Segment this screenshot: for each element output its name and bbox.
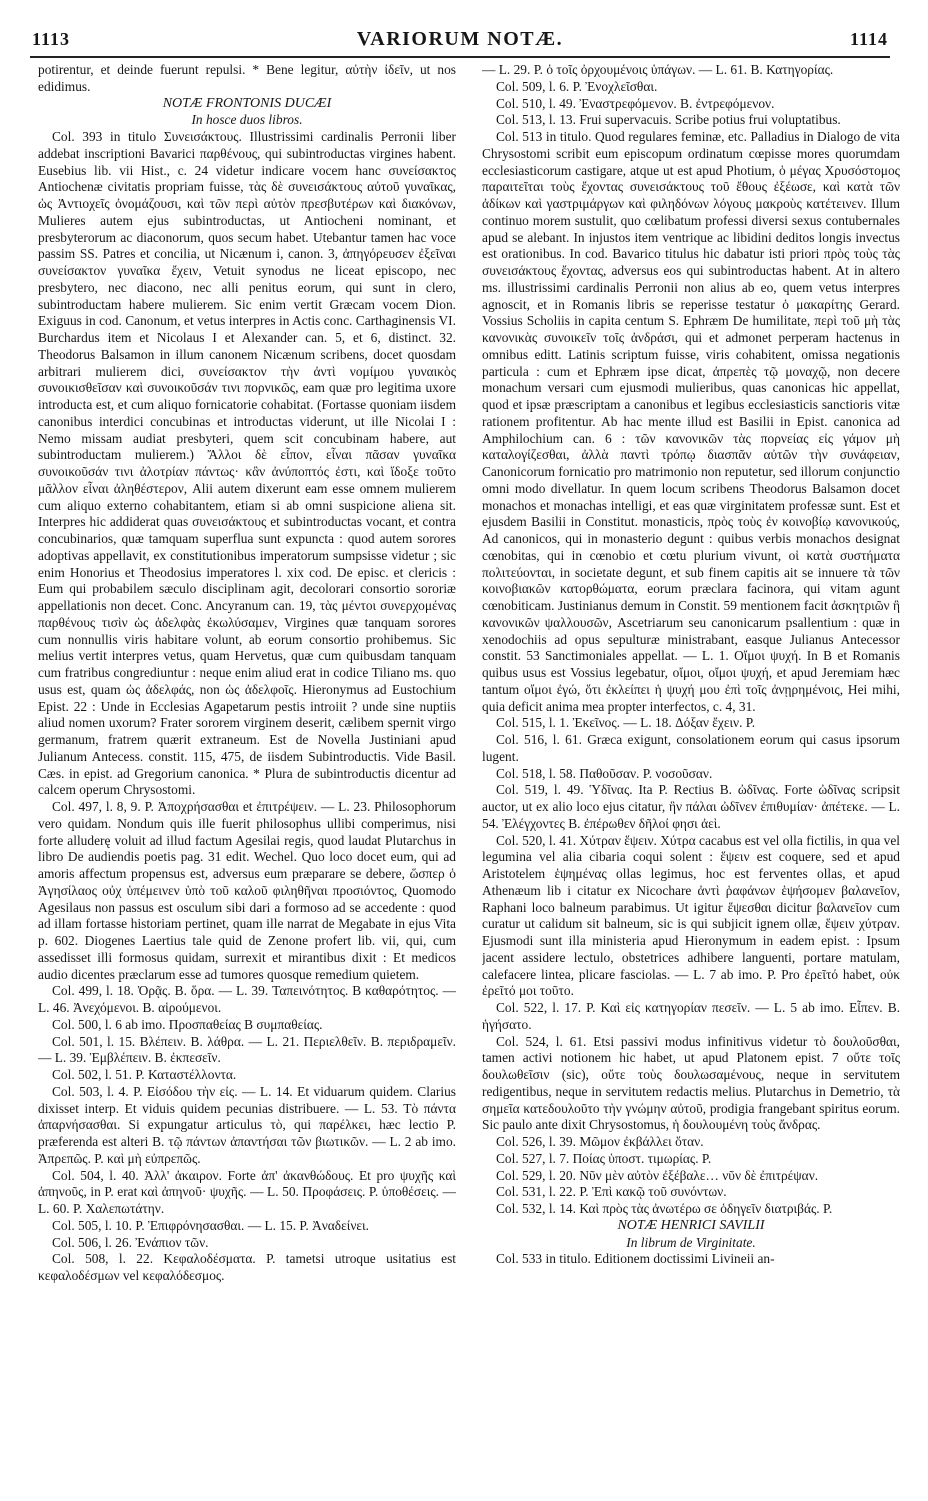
note-paragraph: Col. 526, l. 39. Μῶμον ἐκβάλλει ὅταν.: [496, 1134, 704, 1149]
note-paragraph: Col. 518, l. 58. Παθοῦσαν. P. νοσοῦσαν.: [496, 765, 713, 781]
header-rule: [30, 56, 890, 58]
note-paragraph: Col. 520, l. 41. Χύτραν ἕψειν. Χύτρα cacabus est vel olla fictilis, in qua vel legumina vel alia cibaria coqui solent : ἕψειν est coquere, sed et apud Aristotelem ἑψημένας ollas legimus, hoc est ferventes ollas, et apud Athenæum lib i citatur ex Nicochare ἀντὶ ῥαφάνων ἑψήσομεν βαλανεῖον, Raphani loco balneum parabimus. Ut igitur ἕψεσθαι dicitur βαλανεῖον cum curatur ut calidum sit balneum, sic is qui subjicit ignem ollæ, ἕψειν χύτραν. Ejusmodi sunt illa ministeria apud Hieronymum in eadem epist. : Ipsum jacent assidere lectulo, obstetrices adhibere languenti, portare matulam, calefacere lintea, plicare fasciolas. — L. 7 ab imo. P. Pro ἐρεῖτό habet, οὐκ ἐρεῖτό μοι τοῦτο.: [482, 832, 900, 999]
note-paragraph: Col. 524, l. 61. Etsi passivi modus infinitivus videtur τὸ δουλοῦσθαι, tamen activi notionem hic habet, ut apud Platonem epist. 7 οὔτε τοῖς δουλωθεῖσιν (sic), οὔτε τοὺς δουλωσαμένους, neque in servitutem redigentibus, neque in servitutem redactis melius. Plutarchus in Demetrio, τὰ σημεῖα κατεδουλοῦτο τὴν γνώμην αὐτοῦ, prodigia frangebant spiritus eorum. Sic paulo ante dixit Chrysostomus, ἡ δουλουμένη τοὺς ἄνδρας.: [482, 1033, 900, 1133]
note-paragraph: Col. 504, l. 40. Ἀλλ' ἀκαιρον. Forte ἀπ' ἀκανθώδους. Et pro ψυχῆς καὶ ἀπηνοῦς, in P. erat καὶ ἀπηνοῦ· ψυχῆς. — L. 50. Προφάσεις. P. ὑποθέσεις. — L. 60. P. Χαλεπωτάτην.: [38, 1167, 456, 1216]
note-paragraph: Col. 531, l. 22. P. Ἐπὶ κακῷ τοῦ συνόντων.: [496, 1184, 727, 1200]
running-title: VARIORUM NOTÆ.: [356, 28, 564, 50]
closing-text: Col. 533 in titulo. Editionem doctissimi Livineii an-: [496, 1251, 775, 1267]
note-paragraph: Col. 497, l. 8, 9. P. Ἀποχρήσασθαι et ἐπιτρέψειν. — L. 23. Philosophorum vero quidam. Nondum quis ille fuerit philosophus ullibi comperimus, nisi forte alluderę voluit ad illud factum Agesilai regis, quod laudat Plutarchus in libro De audiendis poetis pag. 31 edit. Wechel. Quo loco docet eum, qui ad amoris affectum propensus est, adversus eum præparare se debere, ὥσπερ ὁ Ἀγησίλαος οὐχ ὑπέμεινεν ὑπὸ τοῦ καλοῦ φιληθῆναι προσιόντος, Quomodo Agesilaus non passus est osculum sibi dari a formoso ad se accedente : quod ad illam fortasse historiam pertinet, quam ille narrat de Megabate in ejus Vita p. 602. Diogenes Laertius tale quid de Zenone profert lib. vii, qui, cum assedisset illi formosus quidam, surrexit et mirantibus dixit : Et medicos audio dicentes præclarum esse ad tumores quosque remedium quietem.: [38, 799, 456, 982]
note-paragraph: Col. 508, l. 22. Κεφαλοδέσματα. P. tametsi utroque usitatius est κεφαλοδέσμων vel κεφαλόδεσμος.: [38, 1251, 456, 1283]
note-paragraph: Col. 529, l. 20. Νῦν μὲν αὐτὸν ἐξέβαλε… νῦν δὲ ἐπιτρέψαν.: [496, 1167, 819, 1183]
note-paragraph: Col. 502, l. 51. P. Καταστέλλοντα.: [52, 1067, 237, 1082]
note-paragraph: — L. 29. P. ὁ τοῖς ὀρχουμένοις ὑπάγων. — L. 61. B. Κατηγορίας.: [482, 62, 834, 77]
note-paragraph: Col. 499, l. 18. Ὀρᾷς. B. ὅρα. — L. 39. Ταπεινότητος. B καθαρότητος. — L. 46. Ἀνεχόμενοι. B. αἱρούμενοι.: [38, 983, 456, 1015]
left-page-number: 1113: [32, 29, 71, 49]
note-paragraph: Col. 393 in titulo Συνεισάκτους. Illustrissimi cardinalis Perronii liber addebat inscriptioni Bavarici παρθένους, qui subintroductas virgines habent. Eusebius lib. vii Hist., c. 24 videtur indicare vocem hanc συνείσακτος Antiochenæ civitatis propriam fuisse, τὰς δὲ συνεισάκτους αὐτοῦ γυναῖκας, ὡς Ἀντιοχεῖς ὀνομάζουσι, καὶ τῶν περὶ αὐτὸν πρεσβυτέρων καὶ διακόνων, Mulieres autem ejus subintroductas, ut Antiocheni nominant, et presbyterorum ac diaconorum, quos secum habet. Utebantur tamen hac voce passim SS. Patres et concilia, ut Nicænum i, canon. 3, ἀπηγόρευσεν ἐξεῖναι συνείσακτον γυναῖκα ἔχειν, Vetuit synodus ne liceat episcopo, nec presbytero, nec diacono, nec alli penitus eorum, qui sunt in clero, subintroductam habere mulierem. Sic enim vertit Græcam vocem Dion. Exiguus in cod. Canonum, et vetus interpres in Actis conc. Carthaginensis VI. Burchardus item et Nicolaus I et Alexander can. 5, et 6, distinct. 32. Theodorus Balsamon in illum canonem Nicænum scribens, docet quosdam arbitrari mulierem dici, συνείσακτον τὴν ἀντὶ νομίμου γυναικὸς συνοικισθεῖσαν καὶ συνοικοῦσάν τινι πορνικῶς, eam quæ pro legitima uxore introducta est, et cum aliquo fornicatorie cohabitat. (Fortasse quoniam iisdem canonibus interdici concubinas et introductas viderunt, ut ille Nicolai I : Nemo missam audiat presbyteri, quem scit concubinam habere, aut subintroductam mulierem.) Ἄλλοι δὲ εἶπον, εἶναι πᾶσαν γυναῖκα συνοικοῦσάν τινι ἀλοτρίαν πάντως· κἂν ἀνύποπτός ἐστι, καὶ ἴδοξε τοῦτο μᾶλλον εἶναι ἀληθέστερον, Alii autem dixerunt eam esse omnem mulierem cum aliquo externo cohabitantem, etiam si ab omni suspicione aliena sit. Interpres hic addiderat quas συνεισάκτους et subintroductas vocant, et contra concubinarios, quæ tamquam superflua sunt expuncta : quod autem sorores adoptivas appellavit, ex constitutionibus imperatorum sumpsisse videtur ; sic enim Honorius et Theodosius imperatores l. xix cod. De episc. et clericis : Eum qui probabilem sæculo disciplinam agit, decolorari consortio sororiæ appellationis non decet. Conc. Ancyranum can. 19, τὰς μέντοι συνερχομένας παρθένους τισὶν ὡς ἀδελφὰς ἐκωλύσαμεν, Virgines quæ tanquam sorores cum nonnullis viris habitare volunt, ab eorum consortio prohibemus. Sic melius vertit interpres vetus, quam Hervetus, quæ cum quibusdam tanquam cum fratribus congrediuntur : neque enim aliud erat in codice Tiliano ms. quo usus est, quam ὡς ἀδελφάς, non ὡς ἀδελφοῖς. Hieronymus ad Eustochium Epist. 22 : Unde in Ecclesias Agapetarum pestis introiit ? unde sine nuptiis aliud nomen uxorum? Frater sororem virginem deserit, cælibem spernit virgo germanum, fratrem quærit extraneum. Est de Novella Justiniani apud Julianum Antecess. constit. 115, 475, de iisdem Subintroductis. Vide Basil. Cæs. in epist. ad Gregorium canonica. * Plura de subintroductis dicentur ad calcem operum Chrysostomi.: [38, 129, 456, 798]
left-column: [38, 62, 456, 1494]
section-subheading: In hosce duos libros.: [191, 112, 303, 128]
note-paragraph: Col. 500, l. 6 ab imo. Προσπαθείας B συμπαθείας.: [52, 1016, 323, 1032]
note-paragraph: Col. 527, l. 7. Ποίας ὑποστ. τιμωρίας. P.: [496, 1150, 712, 1166]
note-paragraph: Col. 503, l. 4. P. Εἰσόδου τὴν εἰς. — L. 14. Et viduarum quidem. Clarius dixisset interp. Et viduis quidem pecunias distribuere. — L. 53. Τὸ πάντα ἀπαρνήσασθαι. Si expungatur articulus τὸ, qui παρέλκει, hæc lectio P. præferenda est alteri B. τῷ πάντων ἀπαντήσαι τῶν βιωτικῶν. — L. 2 ab imo. Ἀπρεπῶς. P. καὶ μὴ εὐπρεπῶς.: [38, 1083, 456, 1166]
section-heading: NOTÆ FRONTONIS DUCÆI: [162, 95, 332, 111]
note-paragraph: Col. 510, l. 49. Ἐναστρεφόμενον. B. ἐντρεφόμενον.: [496, 95, 775, 111]
page-header: [32, 28, 888, 54]
note-paragraph: Col. 522, l. 17. P. Καὶ εἰς κατηγορίαν πεσεῖν. — L. 5 ab imo. Εἶπεν. B. ἡγήσατο.: [482, 1000, 900, 1032]
note-paragraph: Col. 505, l. 10. P. Ἐπιφρόνησασθαι. — L. 15. P. Ἀναδείνει.: [52, 1217, 369, 1233]
note-paragraph: Col. 532, l. 14. Καὶ πρὸς τὰς ἀνωτέρω σε ὁδηγεῖν διατριβάς. P.: [496, 1201, 833, 1216]
right-column: [482, 62, 900, 1494]
right-page-number: 1114: [849, 29, 888, 49]
note-paragraph: Col. 513 in titulo. Quod regulares feminæ, etc. Palladius in Dialogo de vita Chrysostomi scribit eum episcopum ordinatum cœpisse mores quorumdam ecclesiasticorum castigare, atque ut est apud Photium, ὁ μέγας Χρυσόστομος παραιτεῖται τοὺς ἔχοντας συνεισάκτους τοῦ ἔθους ἐξέωσε, καὶ κατὰ τῶν ἀδίκων καὶ γαστριμάργων καὶ φιληδόνων λόγους μακροὺς κατέτεινεν. Illum continuo morem sustulit, quo cœlibatum professi diversi sexus contubernales apud se alebant. In injustos item ventrique ac libidini deditos longis invectus est orationibus. In cod. Bavarico titulus hic dabatur isti priori πρὸς τοὺς τὰς συνεισάκτους ἔχοντας, adversus eos qui subintroductas habent. At in altero ms. illustrissimi cardinalis Perronii non alius ab eo, quem vetus interpres agnoscit, et in Romanis libris se reperisse testatur ὁ μακαρίτης Gerard. Vossius Scholiis in capita centum S. Ephræm De humilitate, περὶ τοῦ μὴ τὰς κανονικὰς συνοικεῖν τοῖς ἀνδράσι, qui et admonet perperam hactenus in omnibus editt. Latinis scriptum fuisse, viris cohabitent, omissa negationis particula : cum et Ephræm ipse dicat, ἀπρεπὲς τῷ μοναχῷ, non decere monachum versari cum ejusmodi mulieribus, quas canonicas hic appellat, quod et ipsæ præscriptam a canonibus et legibus ecclesiasticis sanctioris vitæ rationem profitentur. Ab hac mente illud est Basilii in Epist. canonica ad Amphilochium can. 6 : τῶν κανονικῶν τὰς πορνείας εἰς γάμον μὴ καταλογίζεσθαι, ἀλλὰ παντὶ τρόπῳ διασπᾶν αὐτῶν τὴν συνάφειαν, Canonicorum fornicatio pro matrimonio non reputetur, sed illorum conjunctio omni modo divellatur. In quem locum scribens Theodorus Balsamon docet monachos et monachas intelligi, et eas quæ virginitatem professæ sunt. Est et ejusdem Basilii in Constitut. monasticis, πρὸς τοὺς ἐν κοινοβίῳ κανονικούς, Ad canonicos, qui in monasterio degunt : quibus verbis monachos designat cœnobitas, qui in cœnobio et cœtu plurium vivunt, οἱ κατὰ συστήματα πολιτεύονται, in societate degunt, et sub finem capitis ait se innuere τὰ τῶν κοινοβιακῶν κατορθώματα, eorum præclara facinora, qui vitam agunt cœnobiticam. Justinianus demum in Constit. 59 mentionem facit ἀσκητριῶν ἢ κανονικῶν ψαλλουσῶν, Ascetriarum seu canonicarum psallentium : quæ in xenodochiis ad opus sepulturæ ministrabant, easque Julianus Antecessor constit. 53 Sanctimoniales appellat. — L. 1. Οἴμοι ψυχή. In B et Romanis quibus usus est Vossius legebatur, οἴμοι, οἴμοι ψυχή, et apud Jeremiam hæc tantum οἴμοι ἐγώ, ὅτι ἐκλείπει ἡ ψυχή μου ἐπὶ τοῖς ἀνῃρημένοις, Hei mihi, quia deficit anima mea propter interfectos, c. 4, 31.: [482, 129, 900, 714]
note-paragraph: Col. 519, l. 49. Ὑδῖνας. Ita P. Rectius B. ὠδῖνας. Forte ὠδῖνας scripsit auctor, ut ex alio loco ejus citatur, ἣν πάλαι ὠδῖνεν ἐπιθυμίαν· ἀπέτεκε. — L. 54. Ἐλέγχοντες B. ἐπέρωθεν δῆλοί φησι ἀεὶ.: [482, 782, 900, 831]
note-paragraph: Col. 513, l. 13. Frui supervacuis. Scribe potius frui voluptatibus.: [496, 112, 841, 128]
note-paragraph: Col. 506, l. 26. Ἐνάπιον τῶν.: [52, 1234, 209, 1250]
section-heading: NOTÆ HENRICI SAVILII: [617, 1217, 765, 1233]
section-subheading: In librum de Virginitate.: [626, 1234, 756, 1250]
opening-text: potirentur, et deinde fuerunt repulsi. * Bene legitur, αὐτὴν ἰδεῖν, ut nos edidimus.: [38, 62, 456, 94]
note-paragraph: Col. 516, l. 61. Græca exigunt, consolationem eorum qui casus ipsorum lugent.: [482, 732, 900, 764]
note-paragraph: Col. 509, l. 6. P. Ἐνοχλεῖσθαι.: [496, 78, 658, 94]
note-paragraph: Col. 501, l. 15. Βλέπειν. B. λάθρα. — L. 21. Περιελθεῖν. B. περιδραμεῖν. — L. 39. Ἐμβλέπειν. B. ἐκπεσεῖν.: [38, 1033, 456, 1066]
note-paragraph: Col. 515, l. 1. Ἐκεῖνος. — L. 18. Δόξαν ἔχειν. P.: [496, 715, 756, 731]
